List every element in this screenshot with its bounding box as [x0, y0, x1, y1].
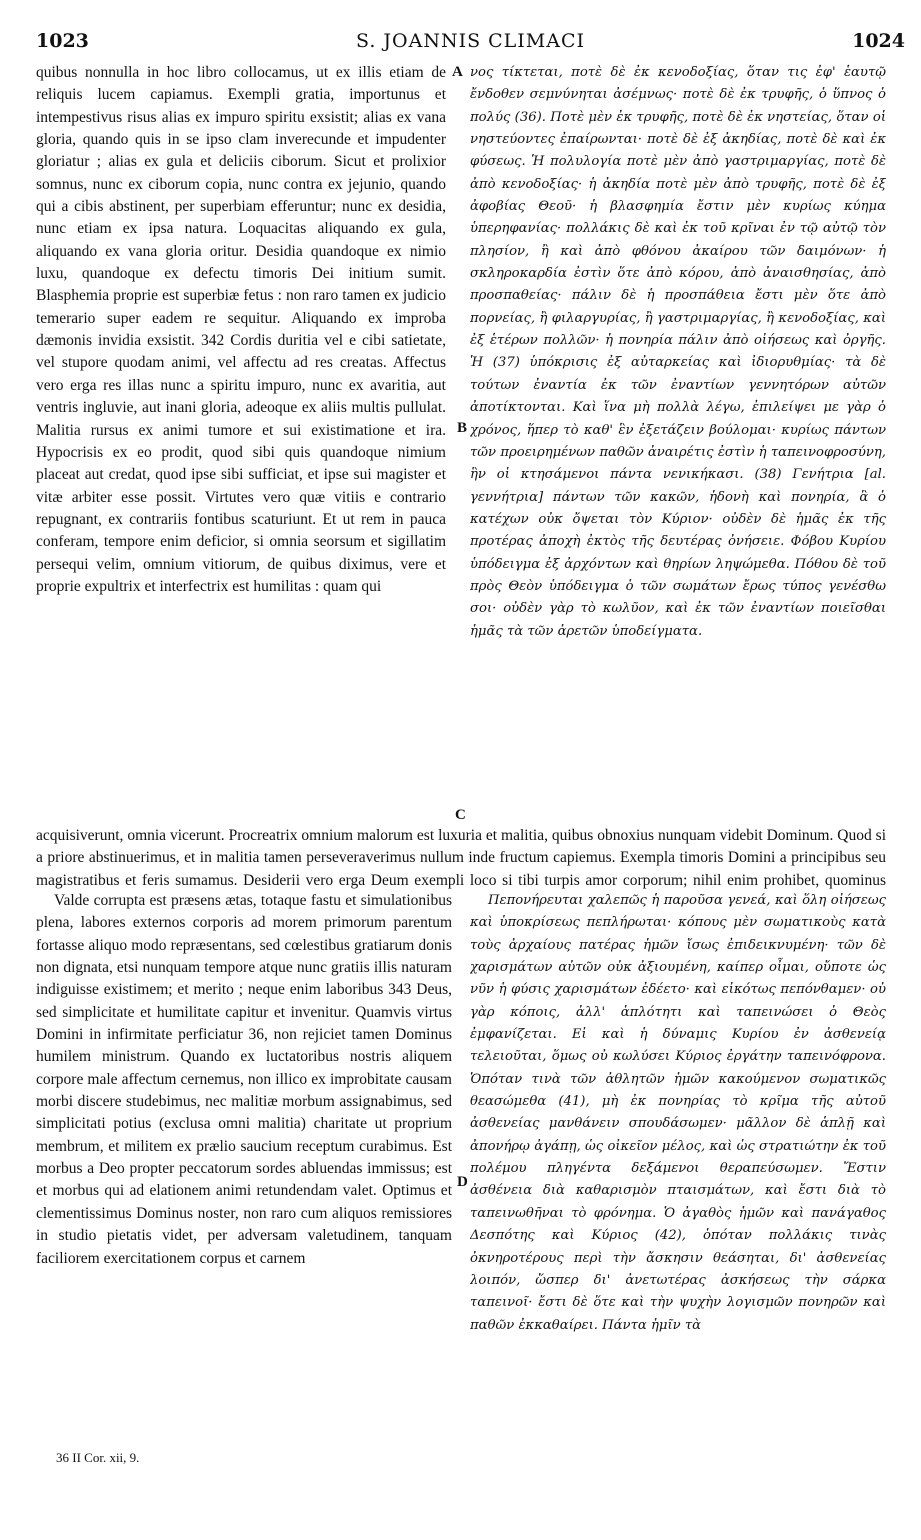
- greek-column-top: [470, 62, 886, 824]
- footnote: 36 II Cor. xii, 9.: [56, 1450, 140, 1465]
- latin-column-bottom: [36, 890, 452, 1442]
- running-header: [36, 30, 905, 58]
- latin-text-full: acquisiverunt, omnia vicerunt. Procreatrix omnium malorum est luxuria et malitia, quibus obnoxius nunquam videbit Dominum. Quod si a priore abstinuerimus, et in malitia tamen perseveraverimus nullum inde fructum capiemus. Exempla timoris Domini a principibus seu magistratibus et feris sumamus. Desiderii vero erga Deum exempli loco si tibi turpis amor corporum; nihil enim prohibet, quominus: [36, 827, 886, 889]
- margin-letter-d: D: [457, 1174, 468, 1190]
- running-title: S. JOANNIS CLIMACI: [355, 30, 586, 52]
- latin-text-bottom: Valde corrupta est præsens ætas, totaque fastu et simulationibus plena, labores externos corporis ad morem primorum parentum fortasse aliquo modo repræsentans, sed cœlestibus gratiarum donis non dignata, etsi nunquam tempore atque nunc gratiis illis naturam indiguisse existimem; et merito ; neque enim laboribus 343 Deus, sed simplicitate et humilitate capitur et invenitur. Quamvis virtus Domini in infirmitate perficiatur 36, non rejiciet tamen Dominus humilem ministrum. Quando ex luctatoribus nostris aliquem corpore male affectum cernemus, non illico ex improbitate causam morbi discere studebimus, nec malitiæ morbum assignabimus, sed simplicitati potius (exclusa omni malitia) charitate ut proprium membrum, et militem ex prælio saucium receptum curabimus. Est morbus a Deo propter peccatorum sordes abluendas immissus; est et morbus qui ad elationem animi retundendam valet. Optimus et clementissimus Dominus noster, non raro cum aliquos remissiores in studio pietatis videt, per adversam valetudinem, tanquam faciliorem exercitationem corpus et carnem: [36, 892, 452, 1267]
- margin-letter-a: A: [452, 64, 463, 80]
- margin-letter-b: B: [457, 420, 468, 436]
- latin-full-width: [36, 825, 886, 891]
- margin-letter-c: C: [455, 807, 466, 823]
- page-number-left: 1023: [36, 30, 89, 52]
- greek-text-top: νος τίκτεται, ποτὲ δὲ ἐκ κενοδοξίας, ὅταν τις ἐφ' ἑαυτῷ ἔνδοθεν σεμνύνηται ἀσέμνως· ποτὲ δὲ ἐκ τρυφῆς, ὁ ὕπνος ὁ πολύς (36). Ποτὲ μὲν ἐκ τρυφῆς, ποτὲ δὲ ἐκ νηστείας, ὅταν οἱ νηστεύοντες ἐπαίρωνται· ποτὲ δὲ ἐξ ἀκηδίας, ποτὲ δὲ καὶ ἐκ φύσεως. Ἡ πολυλογία ποτὲ μὲν ἀπὸ γαστριμαργίας, ποτὲ δὲ ἀπὸ κενοδοξίας· ἡ ἀκηδία ποτὲ μὲν ἀπὸ τρυφῆς, ποτὲ δὲ ἐξ ἀφοβίας Θεοῦ· ἡ βλασφημία ἔστιν μὲν κυρίως κύημα ὑπερηφανίας· πολλάκις δὲ καὶ ἐκ τοῦ κρῖναι ἐν τῷ αὐτῷ τὸν πλησίον, ἢ καὶ ἀπὸ φθόνου ἀκαίρου τῶν δαιμόνων· ἡ σκληροκαρδία ἐστὶν ὅτε ἀπὸ κόρου, ἀπὸ ἀναισθησίας, ἀπὸ προσπαθείας· πάλιν δὲ ἡ προσπάθεια ἔστι μὲν ὅτε ἀπὸ πορνείας, ἢ φιλαργυρίας, ἢ γαστριμαργίας, ἢ κενοδοξίας, καὶ ἐξ ἑτέρων πολλῶν· ἡ πονηρία πάλιν ἀπὸ οἰήσεως καὶ ὀργῆς. Ἡ (37) ὑπόκρισις ἐξ αὐταρκείας καὶ ἰδιορυθμίας· τὰ δὲ τούτων ἐναντία ἐκ τῶν ἐναντίων γεννητόρων αὐτῶν ἀποτίκτονται. Καὶ ἵνα μὴ πολλὰ λέγω, ἐπιλείψει με γὰρ ὁ χρόνος, ἥπερ τὸ καθ' ἓν ἐξετάζειν βούλομαι· κυρίως πάντων τῶν προειρημένων παθῶν ἀναιρέτις ἐστὶν ἡ ταπεινοφροσύνη, ἣν οἱ κτησάμενοι πάντα νενικήκασι. (38) Γενήτρια [al. γεννήτρια] πάντων τῶν κακῶν, ἡδονὴ καὶ πονηρία, ἃ ὁ κατέχων οὐκ ὄψεται τὸν Κύριον· οὐδὲν δὲ ἡμᾶς ἐκ τῆς προτέρας ἀποχὴ ἐκτὸς τῆς δευτέρας ὀνήσειε. Φόβου Κυρίου ὑπόδειγμα ἐξ ἀρχόντων καὶ θηρίων ληψώμεθα. Πόθου δὲ τοῦ πρὸς Θεὸν ὑπόδειγμα ὁ τῶν σωμάτων ἔρως τύπος γενέσθω σοι· οὐδὲν γὰρ τὸ κωλῦον, καὶ ἐκ τῶν ἐναντίων ποιεῖσθαι ἡμᾶς τὰ τῶν ἀρετῶν ὑποδείγματα.: [470, 65, 886, 639]
- greek-text-bottom: Πεπονήρευται χαλεπῶς ἡ παροῦσα γενεά, καὶ ὅλη οἰήσεως καὶ ὑποκρίσεως πεπλήρωται· κόπους μὲν σωματικοὺς κατὰ τοὺς ἀρχαίους πατέρας ἡμῶν ἴσως ἐπιδεικνυμένη· τῶν δὲ χαρισμάτων αὐτῶν οὐκ ἀξιουμένη, καίπερ οἶμαι, οὔποτε ὡς νῦν ἡ φύσις χαρισμάτων ἐδέετο· καὶ εἰκότως πεπόνθαμεν· οὐ γὰρ κόποις, ἀλλ' ἁπλότητι καὶ ταπεινώσει ὁ Θεὸς ἐμφανίζεται. Εἰ καὶ ἡ δύναμις Κυρίου ἐν ἀσθενείᾳ τελειοῦται, ὅμως οὐ κωλύσει Κύριος ἐργάτην ταπεινόφρονα. Ὁπόταν τινὰ τῶν ἀθλητῶν ἡμῶν κακούμενον σωματικῶς θεασώμεθα (41), μὴ ἐκ πονηρίας τὸ κρῖμα τῆς αὐτοῦ ἀσθενείας μανθάνειν σπουδάσωμεν· μᾶλλον δὲ ἁπλῇ καὶ ἀπονήρῳ ἀγάπῃ, ὡς οἰκεῖον μέλος, καὶ ὡς στρατιώτην ἐκ τοῦ πολέμου πληγέντα δεξάμενοι θεραπεύσωμεν. Ἔστιν ἀσθένεια διὰ καθαρισμὸν πταισμάτων, καὶ ἔστι διὰ τὸ ταπεινωθῆναι τὸ φρόνημα. Ὁ ἀγαθὸς ἡμῶν καὶ πανάγαθος Δεσπότης καὶ Κύριος (42), ὁπόταν πολλάκις τινὰς ὀκνηροτέρους περὶ τὴν ἄσκησιν θεάσηται, δι' ἀσθενείας λοιπόν, ὥσπερ δι' ἀνετωτέρας ἀσκήσεως τὴν σάρκα ταπεινοῖ· ἔστι δὲ ὅτε καὶ τὴν ψυχὴν λογισμῶν πονηρῶν καὶ παθῶν ἐκκαθαίρει. Πάντα ἡμῖν τὰ: [470, 893, 886, 1333]
- latin-column-top: [36, 62, 446, 824]
- latin-text-top: quibus nonnulla in hoc libro collocamus, ut ex illis etiam de reliquis lucem capiamus. Exempli gratia, importunus et intempestivus risus alias ex impuro spiritu exsistit; alias ex vana gloria, quando quis in se ipso clam inverecunde et impudenter gloriatur ; alias ex gula et deliciis ciborum. Sicut et prolixior somnus, nunc ex ciborum copia, nunc contra ex jejunio, quando qui a cibis abstinent, per superbiam efferuntur; nunc ex desidia, nunc etiam ex ipsa natura. Loquacitas aliquando ex gula, aliquando ex vana gloria oritur. Desidia quandoque ex nimio luxu, quandoque ex defectu timoris Dei initium sumit. Blasphemia proprie est superbiæ fetus : non raro tamen ex judicio temerario super eadem re sequitur. Aliquando ex improba dæmonis invidia exsistit. 342 Cordis duritia vel e cibi satietate, vel stupore quodam animi, vel affectu ad res creatas. Affectus vero erga res illas nunc a spiritu impuro, nunc ex avaritia, aut ventris ingluvie, aut inani gloria, adeoque ex aliis multis pullulat. Malitia rursus ex animi tumore et sui existimatione et ira. Hypocrisis ex eo prodit, quod sibi quis quandoque nimium placeat aut credat, quod ipse sibi sufficiat, et ipse sui magister et vitæ arbiter esse possit. Virtutes vero quæ vitiis e contrario repugnant, ex contrariis fontibus scaturiunt. Et ut rem in pauca conferam, tempore enim deficior, si omnia seorsum et sigillatim persequi velim, omnium vitiorum, de quibus diximus, vere et proprie expultrix et interfectrix est humilitas : quam qui: [36, 64, 446, 595]
- page-number-right: 1024: [852, 30, 905, 52]
- greek-column-bottom: [470, 890, 886, 1442]
